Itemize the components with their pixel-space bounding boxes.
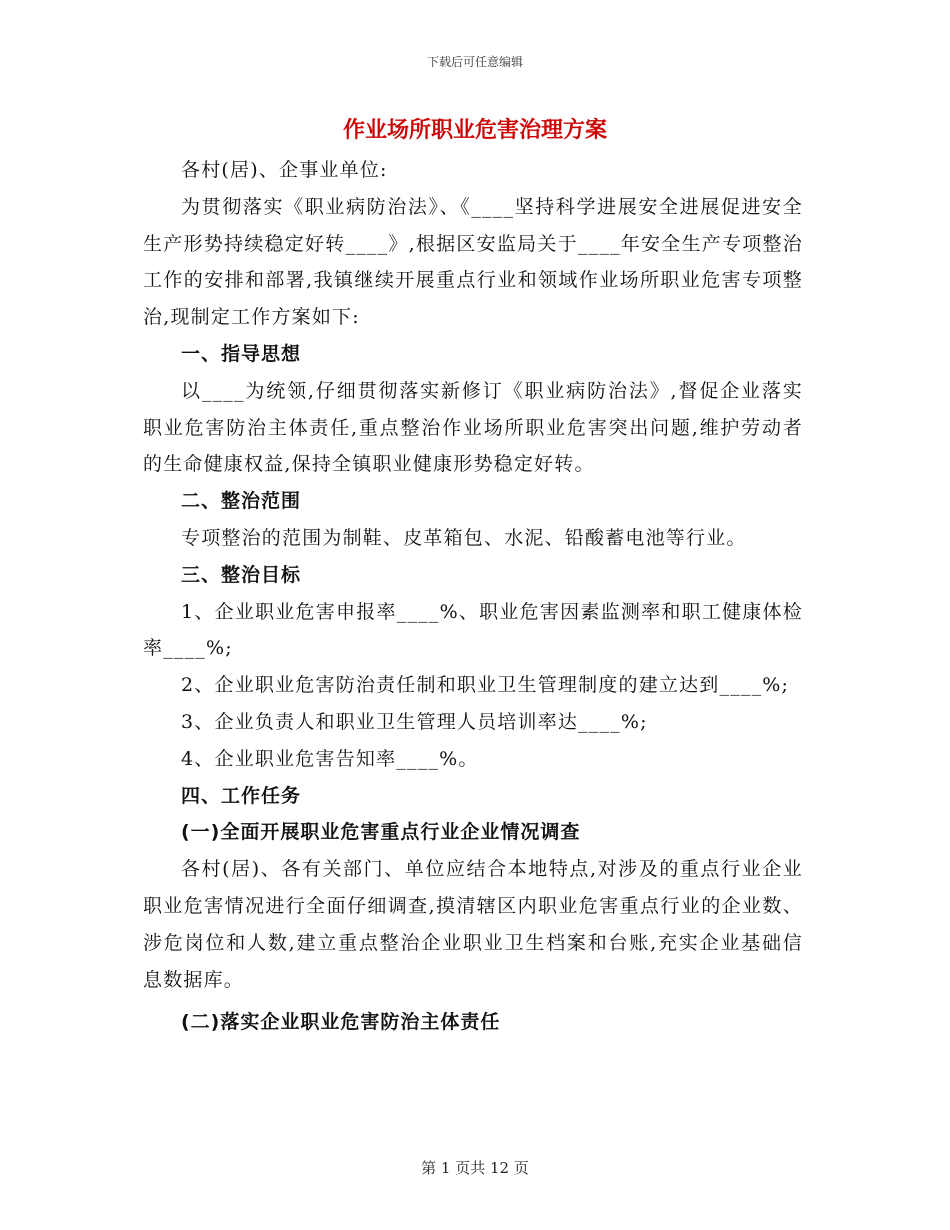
section-heading-scope: 二、整治范围 xyxy=(181,490,302,513)
goal-item-2: 2、企业职业危害防治责任制和职业卫生管理制度的建立达到____%; xyxy=(181,674,790,697)
subsection-heading-responsibility: (二)落实企业职业危害防治主体责任 xyxy=(181,1011,501,1034)
section-heading-guiding-ideology: 一、指导思想 xyxy=(181,342,302,365)
subsection-heading-survey: (一)全面开展职业危害重点行业企业情况调查 xyxy=(181,821,581,844)
page-footer: 第 1 页共 12 页 xyxy=(421,1159,529,1177)
document-title: 作业场所职业危害治理方案 xyxy=(342,118,607,143)
goal-item-4: 4、企业职业危害告知率____%。 xyxy=(181,747,479,770)
goal-item-1: 1、企业职业危害申报率____%、职业危害因素监测率和职工健康体检率____%; xyxy=(143,600,803,660)
paragraph-survey: 各村(居)、各有关部门、单位应结合本地特点,对涉及的重点行业企业职业危害情况进行全面仔细调查,摸清辖区内职业危害重点行业的企业数、涉危岗位和人数,建立重点整治企业职业卫生档案和台账,充实企业基础信息数据库。 xyxy=(143,858,803,991)
section-heading-goals: 三、整治目标 xyxy=(181,563,302,586)
page-header: 下载后可任意编辑 xyxy=(426,55,523,69)
document-body xyxy=(143,152,803,1041)
paragraph-scope: 专项整治的范围为制鞋、皮革箱包、水泥、铅酸蓄电池等行业。 xyxy=(181,526,747,549)
paragraph-salutation: 各村(居)、企事业单位: xyxy=(181,159,388,181)
paragraph-guiding-ideology: 以____为统领,仔细贯彻落实新修订《职业病防治法》,督促企业落实职业危害防治主体责任,重点整治作业场所职业危害突出问题,维护劳动者的生命健康权益,保持全镇职业健康形势稳定好转。 xyxy=(143,379,803,476)
goal-item-3: 3、企业负责人和职业卫生管理人员培训率达____%; xyxy=(181,710,648,733)
section-heading-tasks: 四、工作任务 xyxy=(181,784,302,807)
paragraph-intro: 为贯彻落实《职业病防治法》、《____坚持科学进展安全进展促进安全生产形势持续稳定好转____》,根据区安监局关于____年安全生产专项整治工作的安排和部署,我镇继续开展重点行业和领域作业场所职业危害专项整治,现制定工作方案如下: xyxy=(143,195,803,329)
